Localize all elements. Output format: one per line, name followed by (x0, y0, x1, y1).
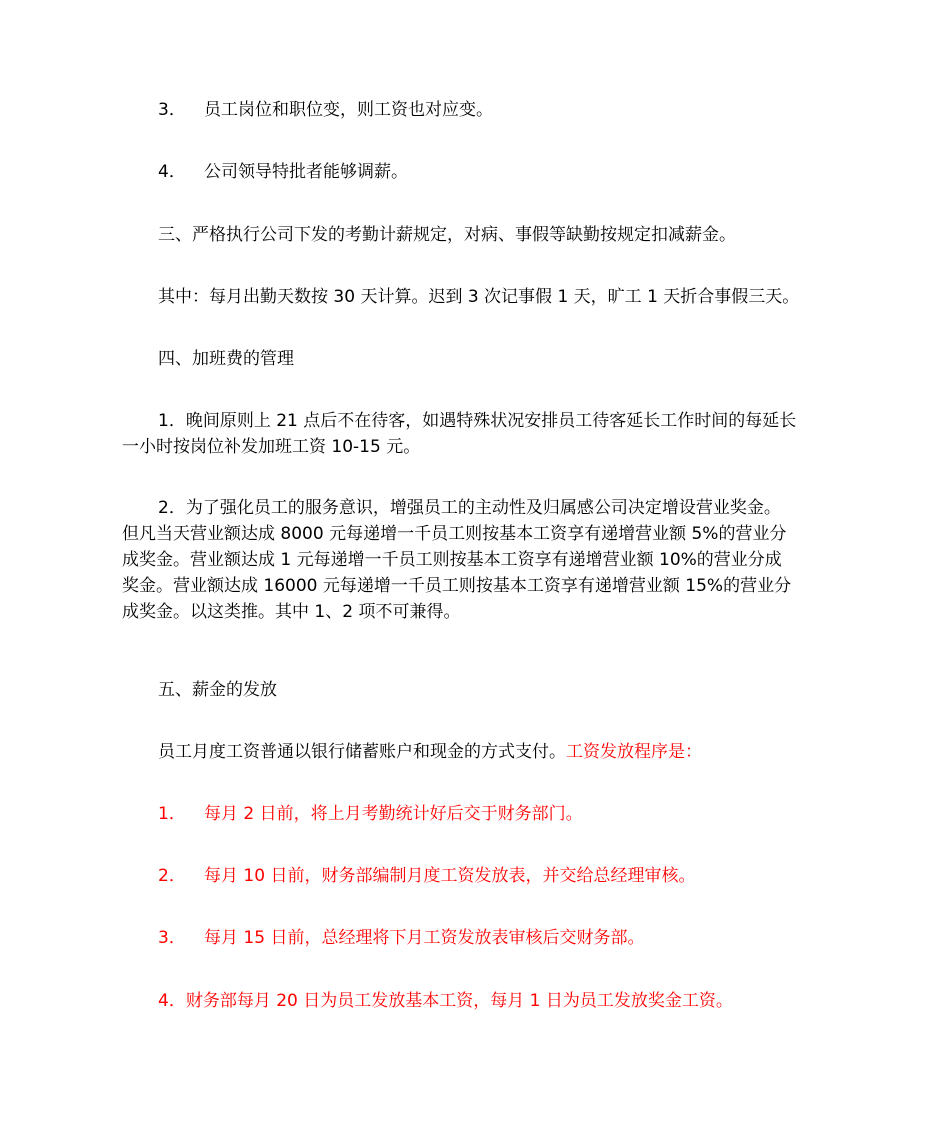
section-4-title: 四、加班费的管理 (158, 349, 294, 369)
paragraph-line: 但凡当天营业额达成 8000 元每递增一千员工则按基本工资享有递增营业额 5%的营业分 (122, 524, 787, 544)
section-5-title: 五、薪金的发放 (158, 680, 277, 700)
paragraph-line: 2．为了强化员工的服务意识，增强员工的主动性及归属感公司决定增设营业奖金。 (158, 498, 781, 518)
section-5-intro (158, 739, 702, 765)
paragraph-line: 成奖金。营业额达成 1 元每递增一千员工则按基本工资享有递增营业额 10%的营业分成 (122, 550, 782, 570)
section-5-intro-text: 员工月度工资普通以银行储蓄账户和现金的方式支付。 (158, 742, 566, 762)
section-4-paragraph-2 (122, 495, 842, 625)
pay-step (158, 801, 583, 827)
pay-step-text: 每月 10 日前，财务部编制月度工资发放表，并交给总经理审核。 (204, 866, 696, 886)
list-item-number: 4． (158, 162, 186, 182)
pay-step-text: 每月 2 日前，将上月考勤统计好后交于财务部门。 (204, 804, 583, 824)
list-item-text: 公司领导特批者能够调薪。 (204, 162, 408, 182)
list-item (158, 97, 493, 123)
section-5-intro-highlight: 工资发放程序是： (566, 742, 702, 762)
pay-step (158, 863, 695, 889)
pay-step (158, 925, 644, 951)
pay-step-4: 4．财务部每月 20 日为员工发放基本工资，每月 1 日为员工发放奖金工资。 (158, 991, 733, 1011)
list-item-number: 3． (158, 100, 186, 120)
paragraph-line: 奖金。营业额达成 16000 元每递增一千员工则按基本工资享有递增营业额 15%的营业分 (122, 576, 792, 596)
pay-step-text: 每月 15 日前，总经理将下月工资发放表审核后交财务部。 (204, 928, 645, 948)
pay-step-number: 2． (158, 866, 186, 886)
pay-step-number: 1． (158, 804, 186, 824)
section-4-paragraph-1 (122, 408, 842, 460)
list-item (158, 159, 408, 185)
paragraph-line: 一小时按岗位补发加班工资 10-15 元。 (122, 437, 421, 457)
section-3-heading: 三、严格执行公司下发的考勤计薪规定，对病、事假等缺勤按规定扣减薪金。 (158, 225, 736, 245)
paragraph-line: 1．晚间原则上 21 点后不在待客，如遇特殊状况安排员工待客延长工作时间的每延长 (158, 411, 797, 431)
list-item-text: 员工岗位和职位变，则工资也对应变。 (204, 100, 493, 120)
section-3-note: 其中：每月出勤天数按 30 天计算。迟到 3 次记事假 1 天，旷工 1 天折合事假三天。 (158, 287, 800, 307)
pay-step-number: 3． (158, 928, 186, 948)
paragraph-line: 成奖金。以这类推。其中 1、2 项不可兼得。 (122, 602, 461, 622)
